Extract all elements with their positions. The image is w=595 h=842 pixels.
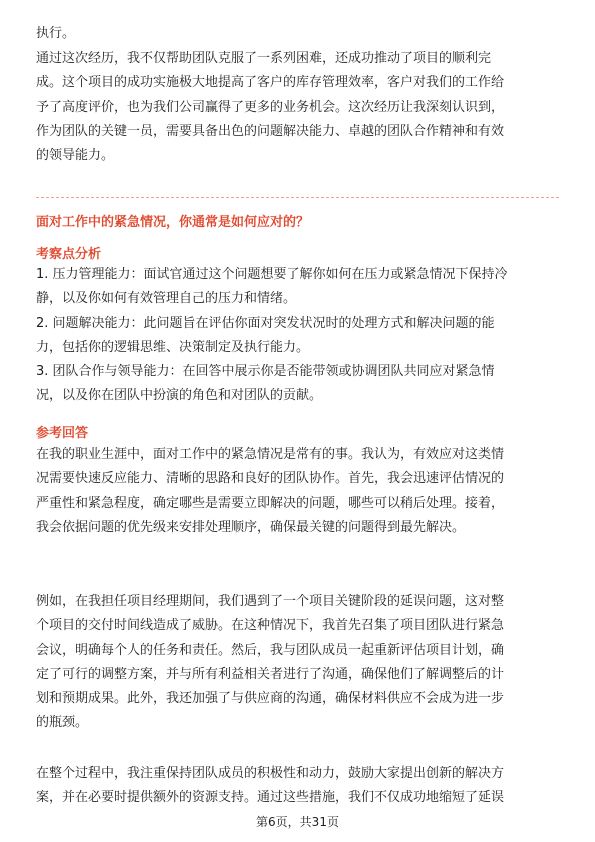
paragraph-line: 严重性和紧急程度，确定哪些是需要立即解决的问题，哪些可以稍后处理。接着， xyxy=(36,495,505,511)
paragraph-line: 我会依据问题的优先级来安排处理顺序，确保最关键的问题得到最先解决。 xyxy=(36,519,466,535)
page-number: 第6页，共31页 xyxy=(256,815,339,829)
paragraph-line: 在我的职业生涯中，面对工作中的紧急情况是常有的事。我认为，有效应对这类情 xyxy=(36,447,505,462)
analysis-item-line: 3. 团队合作与领导能力：在回答中展示你是否能带领或协调团队共同应对紧急情 xyxy=(36,364,495,380)
analysis-item-line: 况，以及你在团队中扮演的角色和对团队的贡献。 xyxy=(36,388,323,404)
question-title: 面对工作中的紧急情况，你通常是如何应对的？ xyxy=(36,215,310,230)
paragraph-line: 划和预期成果。此外，我还加强了与供应商的沟通，确保材料供应不会成为进一步 xyxy=(36,691,505,707)
section-divider xyxy=(36,197,559,198)
paragraph-line: 成。这个项目的成功实施极大地提高了客户的库存管理效率，客户对我们的工作给 xyxy=(36,75,505,91)
continued-paragraph xyxy=(36,22,559,46)
paragraph-line: 在整个过程中，我注重保持团队成员的积极性和动力，鼓励大家提出创新的解决方 xyxy=(36,766,505,781)
paragraph-line: 通过这次经历，我不仅帮助团队克服了一系列困难，还成功推动了项目的顺利完 xyxy=(36,51,492,66)
paragraph-line: 个项目的交付时间线造成了威胁。在这种情况下，我首先召集了项目团队进行紧急 xyxy=(36,618,505,634)
paragraph-line: 的瓶颈。 xyxy=(36,715,89,731)
paragraph-line: 况需要快速反应能力、清晰的思路和良好的团队协作。首先，我会迅速评估情况的 xyxy=(36,471,505,487)
paragraph-line: 案，并在必要时提供额外的资源支持。通过这些措施，我们不仅成功地缩短了延误 xyxy=(36,790,505,806)
paragraph-line: 予了高度评价，也为我们公司赢得了更多的业务机会。这次经历让我深刻认识到， xyxy=(36,99,505,115)
answer-paragraph xyxy=(36,443,559,540)
paragraph-line: 例如，在我担任项目经理期间，我们遇到了一个项目关键阶段的延误问题，这对整 xyxy=(36,594,505,609)
closing-paragraph xyxy=(36,47,559,168)
paragraph-line: 定了可行的调整方案，并与所有利益相关者进行了沟通，确保他们了解调整后的计 xyxy=(36,666,505,682)
answer-label: 参考回答 xyxy=(36,426,89,441)
analysis-item-line: 力，包括你的逻辑思维、决策制定及执行能力。 xyxy=(36,339,310,355)
paragraph-line: 作为团队的关键一员，需要具备出色的问题解决能力、卓越的团队合作精神和有效 xyxy=(36,123,505,139)
analysis-item-line: 2. 问题解决能力：此问题旨在评估你面对突发状况时的处理方式和解决问题的能 xyxy=(36,315,495,331)
paragraph-line: 的领导能力。 xyxy=(36,148,115,164)
answer-paragraph xyxy=(36,762,559,811)
analysis-label: 考察点分析 xyxy=(36,247,102,262)
analysis-item-line: 静，以及你如何有效管理自己的压力和情绪。 xyxy=(36,291,297,307)
paragraph-line: 执行。 xyxy=(36,26,76,41)
analysis-item-line: 1. 压力管理能力：面试官通过这个问题想要了解你如何在压力或紧急情况下保持冷 xyxy=(36,267,508,282)
analysis-list xyxy=(36,263,559,409)
paragraph-line: 会议，明确每个人的任务和责任。然后，我与团队成员一起重新评估项目计划，确 xyxy=(36,642,505,658)
answer-paragraph xyxy=(36,590,559,736)
